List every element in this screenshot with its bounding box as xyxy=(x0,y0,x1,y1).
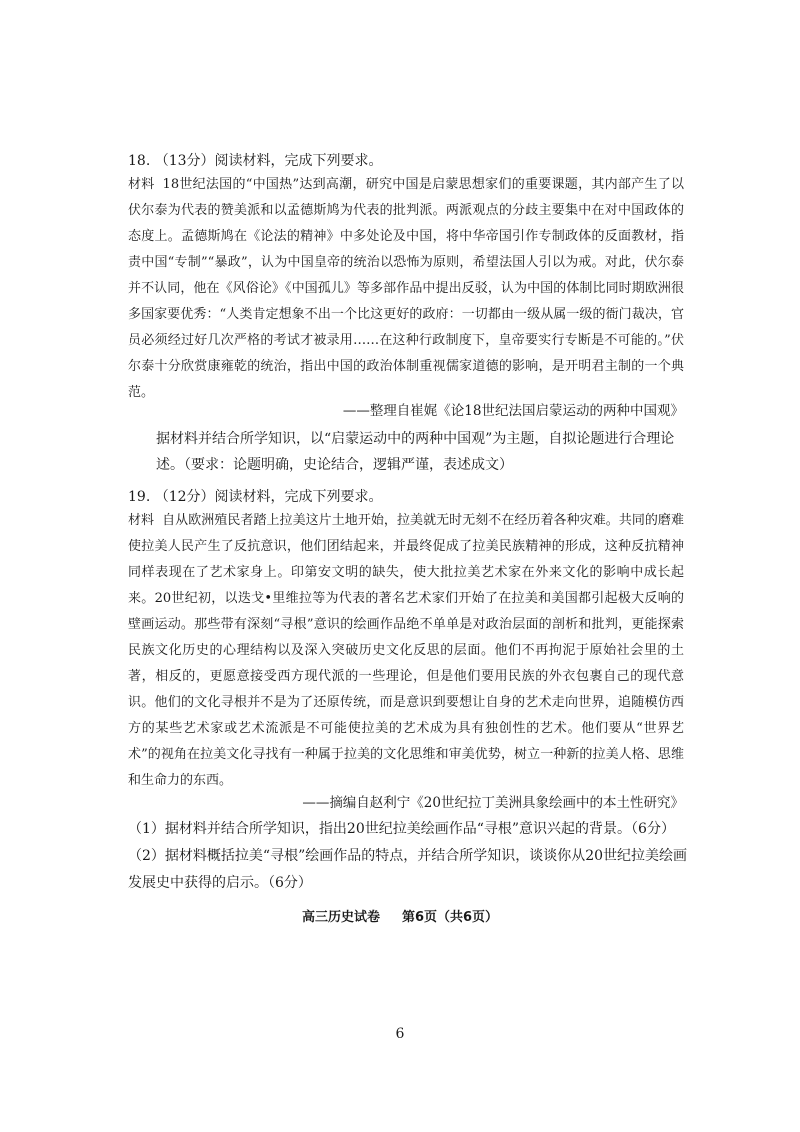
page-footer xyxy=(0,906,800,925)
question-18-material xyxy=(128,172,684,406)
question-18-heading: 18. （13分）阅读材料，完成下列要求。 xyxy=(128,153,383,169)
question-19-sub2: （2）据材料概括拉美“寻根”绘画作品的特点，并结合所学知识，谈谈你从20世纪拉美绘画发展史中获得的启示。（6分） xyxy=(128,848,688,891)
page-number: 6 xyxy=(395,1026,405,1042)
question-19-heading: 19. （12分）阅读材料，完成下列要求。 xyxy=(128,489,383,505)
task-text: 据材料并结合所学知识，以“启蒙运动中的两种中国观”为主题，自拟论题进行合理论述。（要求：论题明确，史论结合，逻辑严谨，表述成文） xyxy=(156,431,675,473)
material-text: 18世纪法国的“中国热”达到高潮，研究中国是启蒙思想家们的重要课题，其内部产生了以伏尔泰为代表的赞美派和以孟德斯鸠为代表的批判派。两派观点的分歧主要集中在对中国政体的态度上。孟德斯鸠在《论法的精神》中多处论及中国，将中华帝国引作专制政体的反面教材，指责中国“专制”“暴政”，认为中国皇帝的统治以恐怖为原则，希望法国人引以为戒。对此，伏尔泰并不认同，他在《风俗论》《中国孤儿》等多部作品中提出反驳，认为中国的体制比同时期欧洲很多国家要优秀：“人类肯定想象不出一个比这更好的政府：一切都由一级从属一级的衙门裁决，官员必须经过好几次严格的考试才被录用……在这种行政制度下，皇帝要实行专断是不可能的。”伏尔泰十分欣赏康雍乾的统治，指出中国的政治体制重视儒家道德的影响，是开明君主制的一个典范。 xyxy=(128,177,684,400)
footer-pages: 第6页（共6页） xyxy=(401,910,499,925)
material-text: 自从欧洲殖民者踏上拉美这片土地开始，拉美就无时无刻不在经历着各种灾难。共同的磨难使拉美人民产生了反抗意识，他们团结起来，并最终促成了拉美民族精神的形成，这种反抗精神同样表现在了艺术家身上。印第安文明的缺失，使大批拉美艺术家在外来文化的影响中成长起来。20世纪初，以迭戈•里维拉等为代表的著名艺术家们开始了在拉美和美国都引起极大反响的壁画运动。那些带有深刻“寻根”意识的绘画作品绝不单单是对政治层面的剖析和批判，更能探索民族文化历史的心理结构以及深入突破历史文化反思的层面。他们不再拘泥于原始社会里的土著，相反的，更愿意接受西方现代派的一些理论，但是他们要用民族的外衣包裹自己的现代意识。他们的文化寻根并不是为了还原传统，而是意识到要想让自身的艺术走向世界，追随模仿西方的某些艺术家或艺术流派是不可能使拉美的艺术成为具有独创性的艺术。他们要从“世界艺术”的视角在拉美文化寻找有一种属于拉美的文化思维和审美优势，树立一种新的拉美人格、思维和生命力的东西。 xyxy=(128,513,684,788)
question-18-source: ——整理自崔娓《论18世纪法国启蒙运动的两种中国观》 xyxy=(342,403,684,419)
question-19-material xyxy=(128,508,684,794)
question-18-task xyxy=(128,426,684,478)
material-label: 材料 xyxy=(128,177,155,192)
footer-subject: 高三历史试卷 xyxy=(301,910,380,925)
material-label: 材料 xyxy=(128,513,155,528)
question-19-source: ——摘编自赵利宁《20世纪拉丁美洲具象绘画中的本土性研究》 xyxy=(302,795,684,811)
question-19-sub1: （1）据材料并结合所学知识，指出20世纪拉美绘画作品“寻根”意识兴起的背景。（6分） xyxy=(128,821,675,837)
